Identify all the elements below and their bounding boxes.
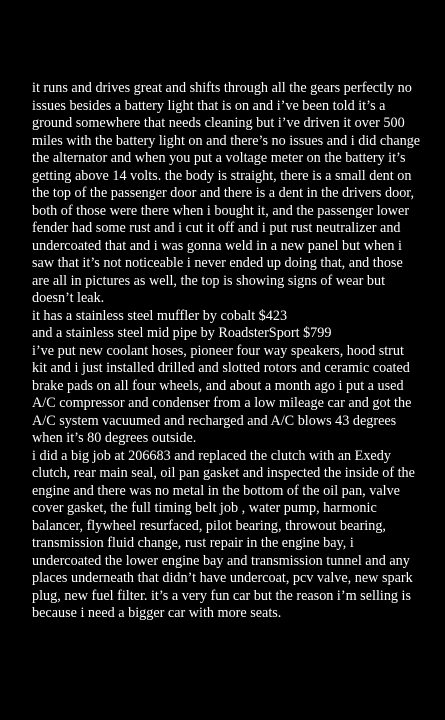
description-paragraph-condition: it runs and drives great and shifts through all the gears perfectly no issues besides a battery light that is on and i’ve been told it’s a ground somewhere that needs cleaning but i’ve driven it over 500 miles with the battery light on and there’s no issues and i did change the alternator and when you put a voltage meter on the battery it’s getting above 14 volts. the body is straight, there is a small dent on the top of the passenger door and there is a dent in the drivers door, both of those were there when i bought it, and the passenger lower fender had some rust and i cut it off and i put rust neutralizer and undercoated that and i was gonna weld in a new panel but when i saw that it’s not noticeable i never ended up doing that, and those are all in pictures as well, the top is showing signs of wear but doesn’t leak. (32, 80, 421, 306)
description-paragraph-upgrades: i’ve put new coolant hoses, pioneer four way speakers, hood strut kit and i just installed drilled and slotted rotors and ceramic coated brake pads on all four wheels, and about a month ago i put a used A/C compressor and condenser from a low mileage car and got the A/C system vacuumed and recharged and A/C blows 43 degrees when it’s 80 degrees outside. (32, 342, 412, 446)
description-paragraph-mid-pipe: and a stainless steel mid pipe by RoadsterSport $799 (32, 325, 332, 341)
listing-description (32, 80, 422, 623)
description-paragraph-maintenance: i did a big job at 206683 and replaced the clutch with an Exedy clutch, rear main seal, oil pan gasket and inspected the inside of the engine and there was no metal in the bottom of the oil pan, valve cover gasket, the full timing belt job , water pump, harmonic balancer, flywheel resurfaced, pilot bearing, throwout bearing, transmission fluid change, rust repair in the engine bay, i undercoated the lower engine bay and transmission tunnel and any places underneath that didn’t have undercoat, pcv valve, new spark plug, new fuel filter. it’s a very fun car but the reason i’m selling is because i need a bigger car with more seats. (32, 447, 415, 621)
description-paragraph-muffler: it has a stainless steel muffler by cobalt $423 (32, 307, 288, 324)
